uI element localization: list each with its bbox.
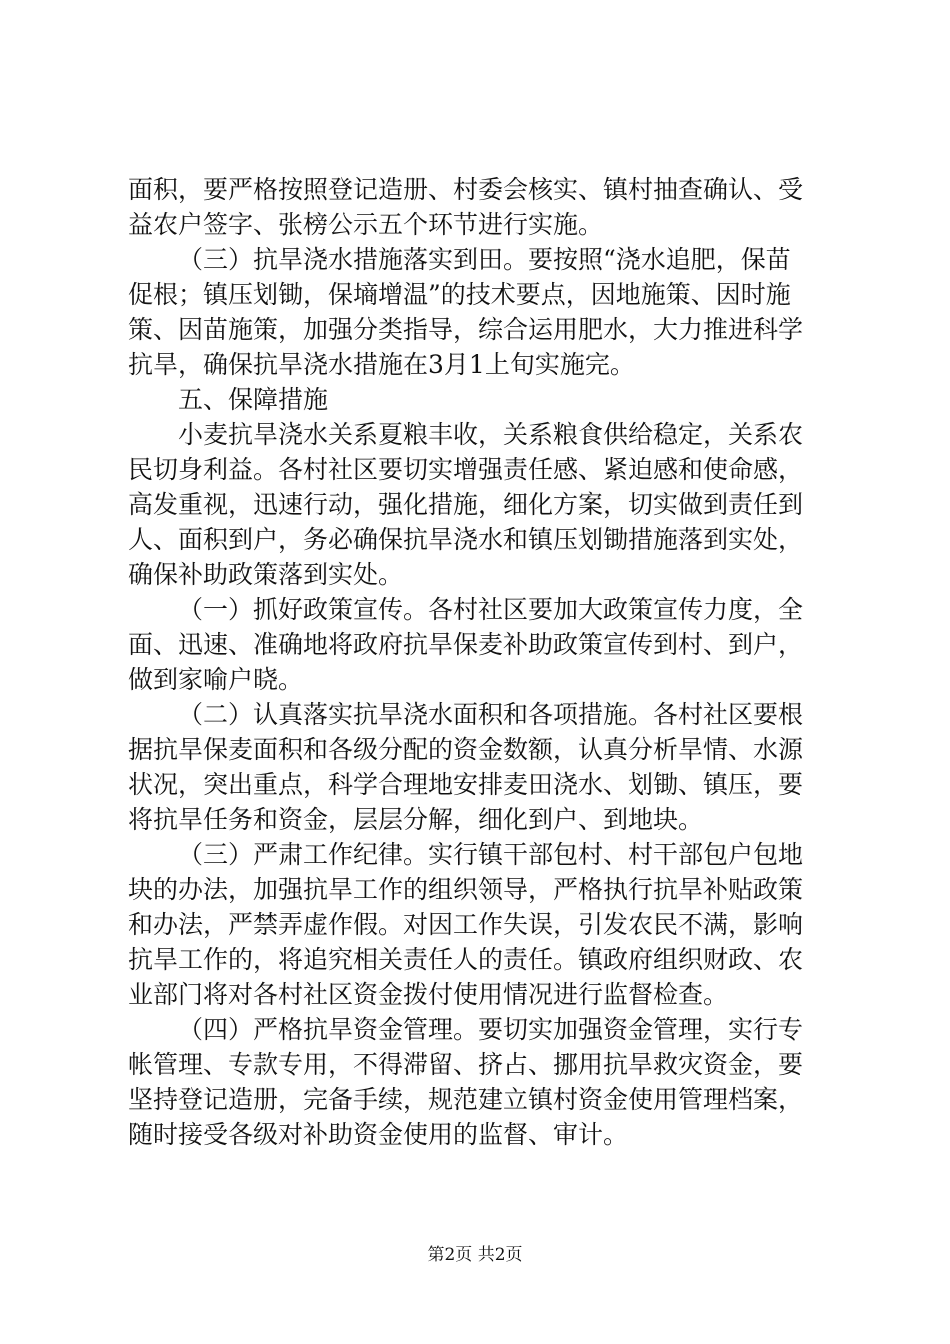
text-line: 民切身利益。各村社区要切实增强责任感、紧迫感和使命感， (128, 455, 804, 484)
text-line: 帐管理、专款专用，不得滞留、挤占、挪用抗旱救灾资金，要 (128, 1050, 804, 1079)
text-line: （三）严肃工作纪律。实行镇干部包村、村干部包户包地 (178, 840, 804, 869)
para-safeguards-intro (128, 417, 840, 592)
para-work-discipline (128, 837, 840, 1012)
section-heading-safeguards (128, 382, 840, 417)
text-line: 随时接受各级对补助资金使用的监督、审计。 (128, 1120, 629, 1149)
text-line: 面积，要严格按照登记造册、村委会核实、镇村抽查确认、受 (128, 175, 804, 204)
text-line: （二）认真落实抗旱浇水面积和各项措施。各村社区要根 (178, 700, 804, 729)
text-line: 抗旱工作的，将追究相关责任人的责任。镇政府组织财政、农 (128, 945, 804, 974)
text-line: （一）抓好政策宣传。各村社区要加大政策宣传力度，全 (178, 595, 804, 624)
text-line: 益农户签字、张榜公示五个环节进行实施。 (128, 210, 604, 239)
document-body (128, 172, 840, 1152)
text-line: 五、保障措施 (178, 385, 329, 414)
text-line: 和办法，严禁弄虚作假。对因工作失误，引发农民不满，影响 (128, 910, 804, 939)
text-line: 策、因苗施策，加强分类指导，综合运用肥水，大力推进科学 (128, 315, 804, 344)
para-policy-publicity (128, 592, 840, 697)
page-number: 第2页 共2页 (427, 1245, 523, 1265)
para-implement-measures (128, 697, 840, 837)
text-line: 块的办法，加强抗旱工作的组织领导，严格执行抗旱补贴政策 (128, 875, 804, 904)
text-line: 将抗旱任务和资金，层层分解，细化到户、到地块。 (128, 805, 704, 834)
text-line: 坚持登记造册，完备手续，规范建立镇村资金使用管理档案， (128, 1085, 804, 1114)
text-line: 小麦抗旱浇水关系夏粮丰收，关系粮食供给稳定，关系农 (178, 420, 804, 449)
text-line: 确保补助政策落到实处。 (128, 560, 404, 589)
text-line: 面、迅速、准确地将政府抗旱保麦补助政策宣传到村、到户， (128, 630, 804, 659)
para-area-registration (128, 172, 840, 242)
text-line: 据抗旱保麦面积和各级分配的资金数额，认真分析旱情、水源 (128, 735, 804, 764)
para-fund-management (128, 1012, 840, 1152)
text-line: 状况，突出重点，科学合理地安排麦田浇水、划锄、镇压，要 (128, 770, 804, 799)
page-footer (0, 1244, 950, 1266)
text-line: 做到家喻户晓。 (128, 665, 304, 694)
text-line: 业部门将对各村社区资金拨付使用情况进行监督检查。 (128, 980, 729, 1009)
text-line: 抗旱，确保抗旱浇水措施在3月1上旬实施完。 (128, 350, 635, 379)
text-line: （四）严格抗旱资金管理。要切实加强资金管理，实行专 (178, 1015, 804, 1044)
text-line: 人、面积到户，务必确保抗旱浇水和镇压划锄措施落到实处， (128, 525, 804, 554)
text-line: 高发重视，迅速行动，强化措施，细化方案，切实做到责任到 (128, 490, 804, 519)
text-line: 促根；镇压划锄，保墒增温”的技术要点，因地施策、因时施 (128, 280, 791, 309)
para-measures-to-field (128, 242, 840, 382)
text-line: （三）抗旱浇水措施落实到田。要按照“浇水追肥，保苗 (178, 245, 791, 274)
